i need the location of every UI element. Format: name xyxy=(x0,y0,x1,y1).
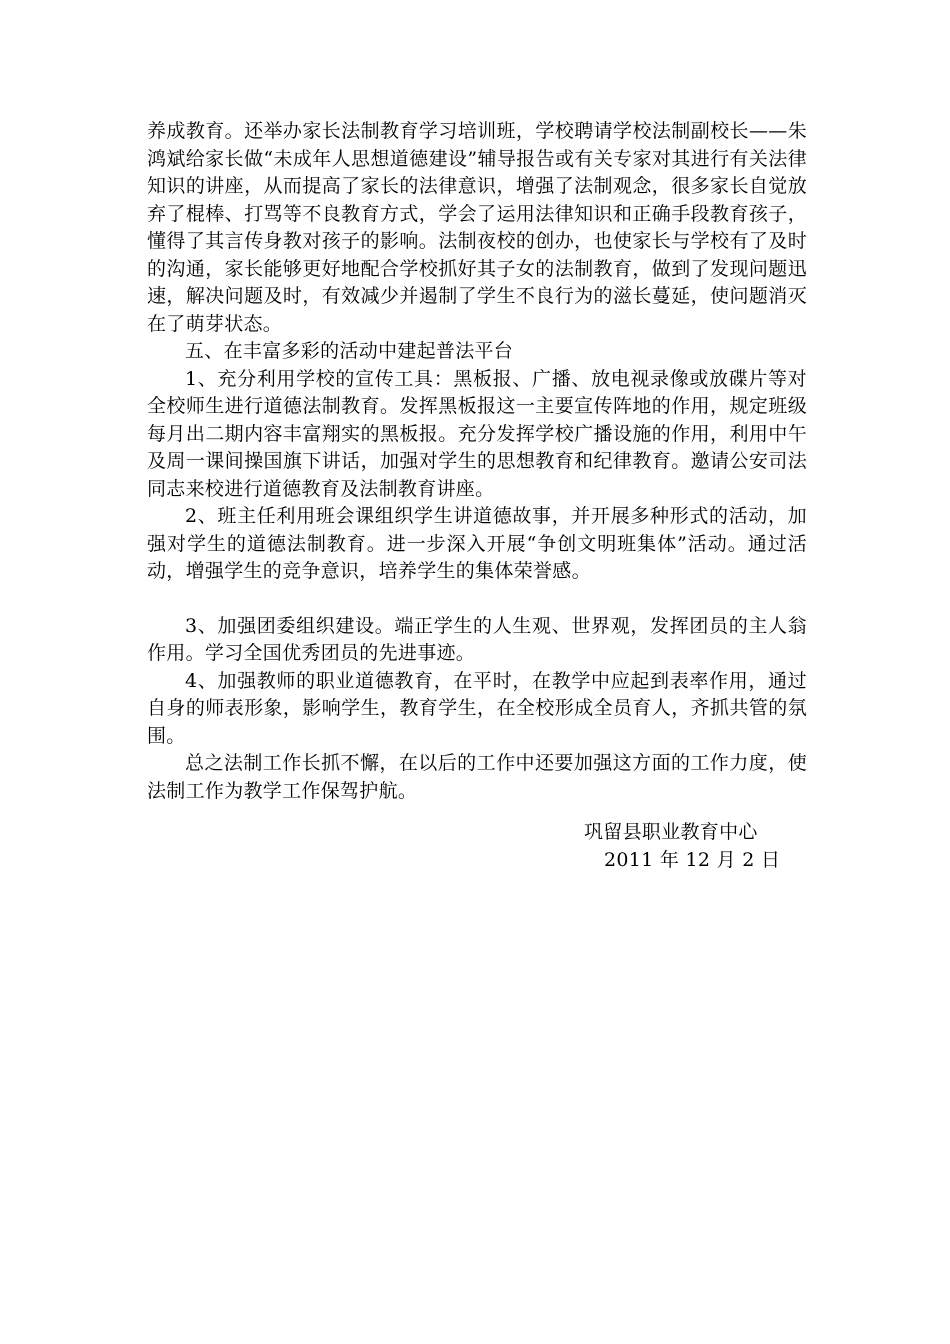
document-body xyxy=(147,118,807,805)
signature-block xyxy=(578,818,798,874)
paragraph-parent-education: 养成教育。还举办家长法制教育学习培训班，学校聘请学校法制副校长——朱鸿斌给家长做“未成年人思想道德建设”辅导报告或有关专家对其进行有关法律知识的讲座，从而提高了家长的法律意识，增强了法制观念，很多家长自觉放弃了棍棒、打骂等不良教育方式，学会了运用法律知识和正确手段教育孩子，懂得了其言传身教对孩子的影响。法制夜校的创办，也使家长与学校有了及时的沟通，家长能够更好地配合学校抓好其子女的法制教育，做到了发现问题迅速，解决问题及时，有效减少并遏制了学生不良行为的滋长蔓延，使问题消灭在了萌芽状态。 xyxy=(147,120,807,335)
paragraph-conclusion: 总之法制工作长抓不懈，在以后的工作中还要加强这方面的工作力度，使法制工作为教学工作保驾护航。 xyxy=(147,752,807,802)
section-heading-five: 五、在丰富多彩的活动中建起普法平台 xyxy=(185,340,514,362)
paragraph-gap xyxy=(147,586,807,613)
signature-organization: 巩留县职业教育中心 xyxy=(584,821,758,843)
paragraph-item-2: 2、班主任利用班会课组织学生讲道德故事，并开展多种形式的活动，加强对学生的道德法制教育。进一步深入开展“争创文明班集体”活动。通过活动，增强学生的竞争意识，培养学生的集体荣誉感。 xyxy=(147,505,807,582)
paragraph-item-3: 3、加强团委组织建设。端正学生的人生观、世界观，发挥团员的主人翁作用。学习全国优秀团员的先进事迹。 xyxy=(147,614,807,664)
paragraph-item-1: 1、充分利用学校的宣传工具：黑板报、广播、放电视录像或放碟片等对全校师生进行道德法制教育。发挥黑板报这一主要宣传阵地的作用，规定班级每月出二期内容丰富翔实的黑板报。充分发挥学校广播设施的作用，利用中午及周一课间操国旗下讲话，加强对学生的思想教育和纪律教育。邀请公安司法同志来校进行道德教育及法制教育讲座。 xyxy=(147,367,807,500)
signature-date: 2011 年 12 月 2 日 xyxy=(604,849,781,871)
paragraph-item-4: 4、加强教师的职业道德教育，在平时，在教学中应起到表率作用，通过自身的师表形象，影响学生，教育学生，在全校形成全员育人，齐抓共管的氛围。 xyxy=(147,669,807,747)
